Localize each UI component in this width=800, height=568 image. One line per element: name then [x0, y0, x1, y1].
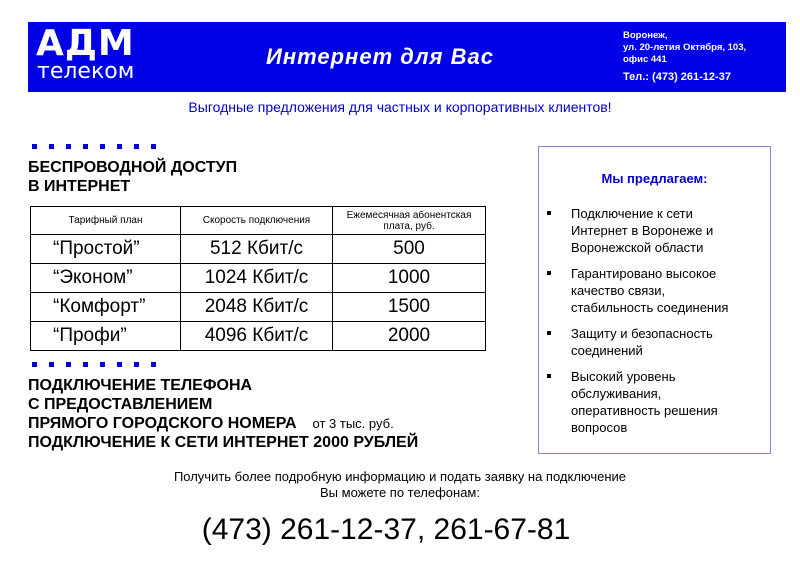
plan-speed: 1024 Кбит/с: [181, 264, 333, 293]
dot: [134, 144, 139, 149]
plan-speed: 512 Кбит/с: [181, 235, 333, 264]
wireless-heading: [28, 158, 237, 196]
dot: [117, 362, 122, 367]
bullet-icon: [547, 331, 551, 335]
logo-sub: телеком: [37, 59, 135, 84]
phone-connection-line: ПОДКЛЮЧЕНИЕ ТЕЛЕФОНА: [28, 377, 253, 394]
dot: [100, 362, 105, 367]
plan-price: 1000: [333, 264, 486, 293]
internet-connection-line: ПОДКЛЮЧЕНИЕ К СЕТИ ИНТЕРНЕТ 2000 РУБЛЕЙ: [28, 434, 419, 451]
offer-headline: Выгодные предложения для частных и корпоративных клиентов!: [188, 99, 612, 115]
col-header-speed: Скорость подключения: [181, 207, 333, 235]
dot: [32, 144, 37, 149]
list-item-line: Высокий уровень: [571, 369, 676, 384]
col-header-price: Ежемесячная абонентская плата, руб.: [333, 207, 486, 235]
bullet-icon: [547, 271, 551, 275]
we-offer-list: [539, 205, 770, 445]
bullet-icon: [547, 374, 551, 378]
list-item-line: Гарантировано высокое: [571, 266, 717, 281]
dot: [117, 144, 122, 149]
plan-name: “Эконом”: [31, 264, 181, 293]
plan-speed: 4096 Кбит/с: [181, 322, 333, 351]
list-item-line: Подключение к сети: [571, 206, 693, 221]
dot: [49, 144, 54, 149]
table-header-row: [31, 207, 486, 235]
list-item-line: качество связи,: [571, 283, 666, 298]
col-header-plan: Тарифный план: [31, 207, 181, 235]
plan-name: “Комфорт”: [31, 293, 181, 322]
list-item-line: стабильность соединения: [571, 300, 729, 315]
header-banner: [28, 22, 786, 92]
dot: [49, 362, 54, 367]
table-row: [31, 264, 486, 293]
list-item-line: Интернет в Воронеже и: [571, 223, 714, 238]
address: [623, 30, 783, 66]
contact-phones: (473) 261-12-37, 261-67-81: [201, 513, 571, 546]
table-row: [31, 293, 486, 322]
list-item-line: Защиту и безопасность: [571, 326, 713, 341]
list-item: [539, 325, 770, 359]
dot: [66, 144, 71, 149]
dot-divider-top: [32, 144, 156, 149]
list-item: [539, 368, 770, 436]
list-item-line: оперативность решения: [571, 403, 718, 418]
wireless-heading-line: В ИНТЕРНЕТ: [28, 178, 131, 195]
slogan: Интернет для Вас: [266, 44, 494, 69]
plan-price: 1500: [333, 293, 486, 322]
more-info-text: [0, 469, 800, 501]
dot: [66, 362, 71, 367]
dot: [100, 144, 105, 149]
dot: [32, 362, 37, 367]
wireless-heading-line: БЕСПРОВОДНОЙ ДОСТУП: [28, 159, 238, 176]
plan-price: 2000: [333, 322, 486, 351]
address-line: Воронеж,: [623, 30, 668, 41]
list-item-line: соединений: [571, 343, 643, 358]
list-item: [539, 205, 770, 256]
dot: [134, 362, 139, 367]
address-line: офис 441: [623, 54, 667, 65]
table-row: [31, 235, 486, 264]
list-item-line: обслуживания,: [571, 386, 662, 401]
list-item-line: вопросов: [571, 420, 628, 435]
phone-connection-line: С ПРЕДОСТАВЛЕНИЕМ: [28, 396, 213, 413]
plan-name: “Простой”: [31, 235, 181, 264]
list-item: [539, 265, 770, 316]
address-line: ул. 20-летия Октября, 103,: [623, 42, 747, 53]
plan-name: “Профи”: [31, 322, 181, 351]
tariff-table: [30, 206, 486, 351]
price-note: от 3 тыс. руб.: [312, 416, 394, 431]
dot-divider-bottom: [32, 362, 156, 367]
table-row: [31, 322, 486, 351]
more-info-line: Получить более подробную информацию и подать заявку на подключение: [173, 469, 627, 484]
dot: [83, 144, 88, 149]
list-item-line: Воронежской области: [571, 240, 704, 255]
header-phone: Тел.: (473) 261-12-37: [623, 71, 731, 83]
phone-connection-line: ПРЯМОГО ГОРОДСКОГО НОМЕРА: [28, 415, 297, 432]
logo-main: АДМ: [36, 23, 135, 64]
more-info-line: Вы можете по телефонам:: [320, 485, 480, 500]
plan-speed: 2048 Кбит/с: [181, 293, 333, 322]
plan-price: 500: [333, 235, 486, 264]
phone-connection-line-with-price: [28, 414, 418, 433]
dot: [83, 362, 88, 367]
bullet-icon: [547, 211, 551, 215]
dot: [151, 144, 156, 149]
phone-connection-block: [28, 376, 418, 452]
dot: [151, 362, 156, 367]
we-offer-box: [538, 146, 771, 454]
we-offer-title: Мы предлагаем:: [601, 171, 708, 186]
